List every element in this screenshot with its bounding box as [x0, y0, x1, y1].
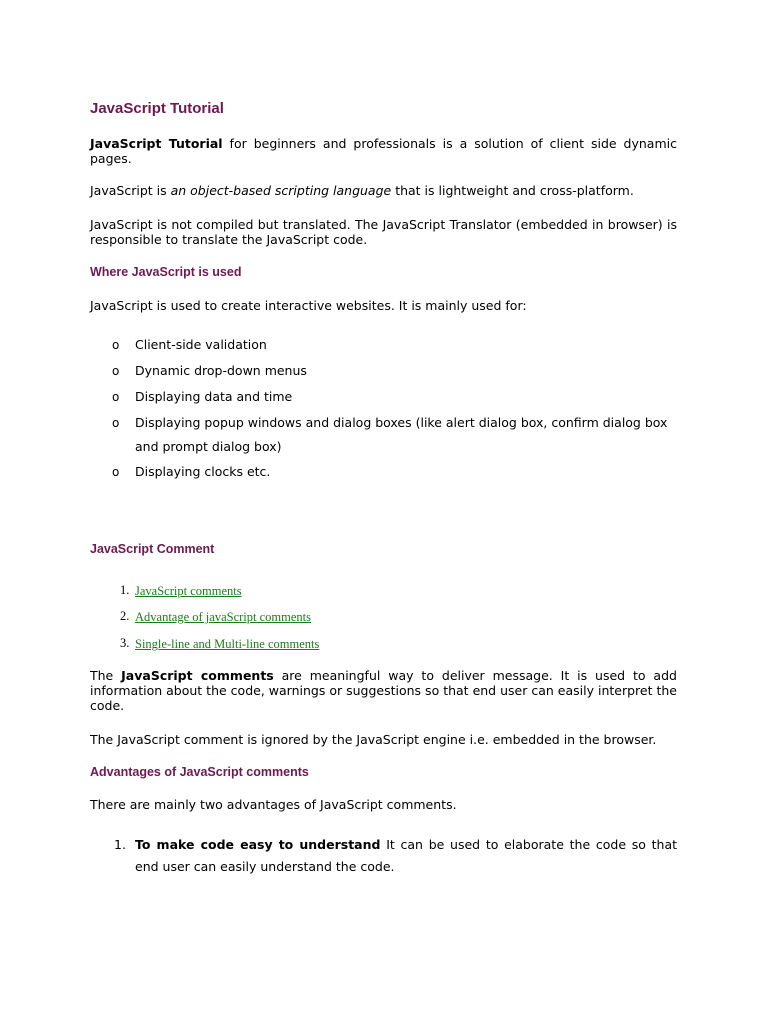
list-number: 1.: [114, 837, 126, 852]
comments-before: The: [90, 668, 122, 683]
list-item-text: Displaying popup windows and dialog boxes (like alert dialog box, confirm dialog box and prompt dialog box): [135, 415, 668, 454]
uses-intro: JavaScript is used to create interactive websites. It is mainly used for:: [90, 298, 527, 313]
translation-paragraph: JavaScript is not compiled but translated. The JavaScript Translator (embedded in browser) is responsible to translate the JavaScript code.: [90, 217, 677, 247]
list-number: 1.: [120, 583, 130, 597]
advantages-intro: There are mainly two advantages of JavaScript comments.: [90, 797, 457, 812]
list-item-text: [135, 834, 677, 878]
definition-before: JavaScript is: [90, 183, 171, 198]
link-advantage-comments[interactable]: Advantage of javaScript comments: [135, 610, 311, 624]
list-item-text: Dynamic drop-down menus: [135, 363, 307, 378]
comments-paragraph: [90, 668, 677, 713]
advantages-heading: Advantages of JavaScript comments: [90, 765, 309, 779]
bullet-marker: o: [112, 364, 120, 378]
link-javascript-comments[interactable]: JavaScript comments: [135, 584, 242, 598]
advantage-bold: To make code easy to understand: [135, 837, 381, 852]
advantage-rest: It can be used to elaborate the code so that end user can easily understand the code.: [135, 837, 677, 874]
definition-paragraph: [90, 183, 677, 198]
list-item-text: Displaying data and time: [135, 389, 293, 404]
where-heading: Where JavaScript is used: [90, 265, 242, 279]
comments-bold: JavaScript comments: [121, 668, 274, 683]
definition-italic: an object-based scripting language: [170, 183, 392, 198]
definition-after: that is lightweight and cross-platform.: [391, 183, 634, 198]
intro-bold-lead: JavaScript Tutorial: [90, 136, 223, 151]
page-title: JavaScript Tutorial: [90, 100, 224, 117]
intro-paragraph: [90, 136, 677, 166]
ignored-paragraph: The JavaScript comment is ignored by the JavaScript engine i.e. embedded in the browser.: [90, 732, 657, 747]
bullet-marker: o: [112, 338, 120, 352]
list-item-text: Displaying clocks etc.: [135, 464, 271, 479]
bullet-marker: o: [112, 465, 120, 479]
bullet-marker: o: [112, 416, 120, 430]
link-single-multi-line-comments[interactable]: Single-line and Multi-line comments: [135, 637, 320, 651]
list-number: 2.: [120, 609, 130, 623]
list-item-text: Client-side validation: [135, 337, 267, 352]
intro-rest: for beginners and professionals is a solution of client side dynamic pages.: [90, 136, 677, 166]
list-number: 3.: [120, 636, 130, 650]
comments-after: are meaningful way to deliver message. It is used to add information about the code, warnings or suggestions so that end user can easily interpret the code.: [90, 668, 677, 713]
comment-heading: JavaScript Comment: [90, 542, 215, 556]
bullet-marker: o: [112, 390, 120, 404]
